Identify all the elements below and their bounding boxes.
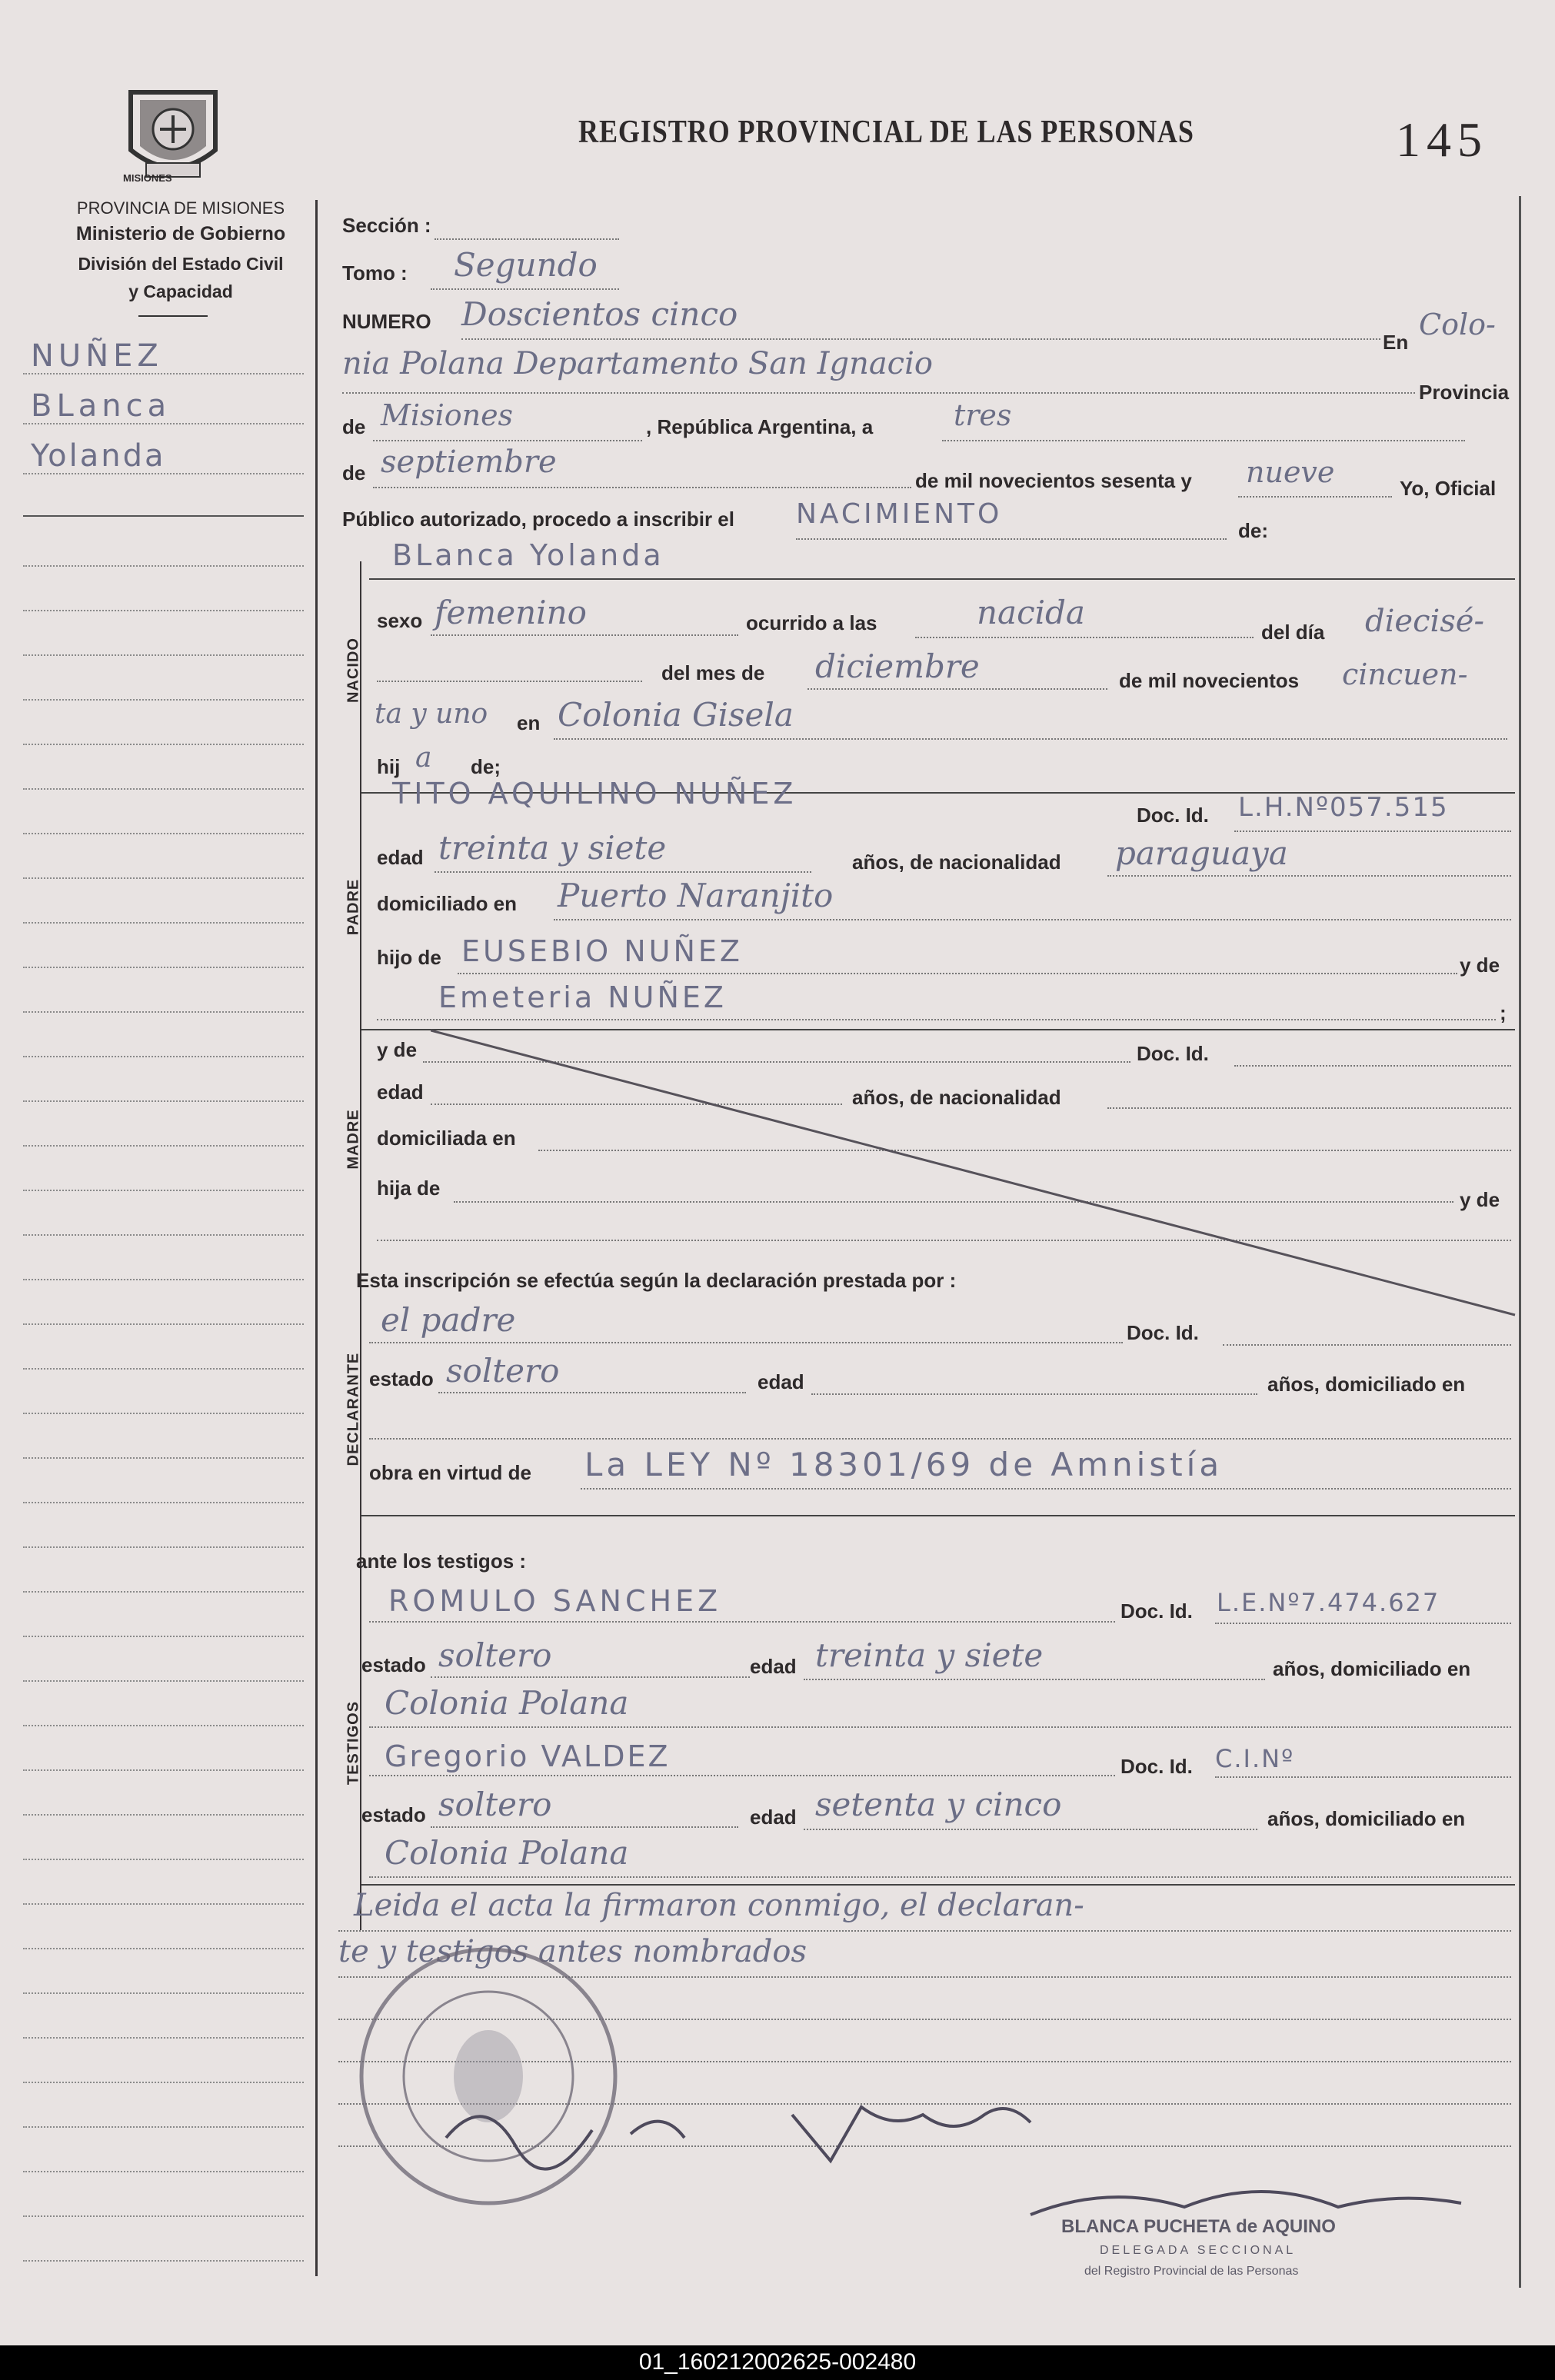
margin-rule [23,833,304,834]
margin-name1: BLanca [31,388,171,424]
testigo1-estado-line [431,1676,750,1678]
padre-nac-line [1107,875,1511,877]
testigo1-value: ROMULO SANCHEZ [388,1584,722,1618]
label-anios-domic: años, domiciliado en [1273,1657,1471,1680]
label-en: En [1383,331,1409,354]
margin-rule [23,1546,304,1548]
section-padre: PADRE [345,878,362,936]
provincia-line [373,440,642,441]
testigo1-line [369,1621,1115,1623]
testigo2-edad-value: setenta y cinco [815,1786,1062,1823]
label-doc-id: Doc. Id. [1137,1042,1209,1065]
testigo1-domicilio-line [369,1726,1511,1728]
lugar-nac-value: Colonia Gisela [558,696,794,734]
label-edad: edad [758,1370,804,1393]
margin-rule [23,423,304,424]
label-provincia: Provincia [1419,381,1510,404]
colonia-value-a: Colo- [1419,308,1496,341]
label-seccion: Sección : [342,214,431,237]
label-ante-testigos: ante los testigos : [356,1549,527,1573]
acto-line [796,538,1227,540]
testigo2-value: Gregorio VALDEZ [385,1739,671,1773]
margin-rule [23,1100,304,1102]
ley-line [581,1488,1511,1490]
margin-rule [23,1992,304,1994]
padre-nac-value: paraguaya [1115,834,1288,872]
label-numero: NUMERO [342,310,431,333]
label-mil-novecientos: de mil novecientos [1119,669,1300,692]
colonia-line [342,392,1415,394]
dia-value: tres [954,398,1012,432]
label-obra: obra en virtud de [369,1461,531,1484]
testigo2-domicilio-line [369,1876,1511,1878]
testigo1-edad-value: treinta y siete [815,1636,1044,1674]
colonia-value-b: nia Polana Departamento San Ignacio [342,346,933,381]
label-publico: Público autorizado, procedo a inscribir el [342,508,734,531]
padre-domicilio-value: Puerto Naranjito [558,877,834,914]
margin-rule [23,922,304,924]
hora-value: nacida [977,594,1085,631]
label-doc-id: Doc. Id. [1127,1321,1199,1344]
margin-rule [23,2037,304,2039]
testigo2-doc-line [1215,1776,1511,1778]
margin-rule [23,2171,304,2172]
stamp-org: del Registro Provincial de las Personas [1084,2265,1299,2278]
testigo1-edad-line [804,1679,1265,1680]
label-ocurrido: ocurrido a las [746,611,877,634]
margin-rule [23,1413,304,1414]
margin-rule [23,610,304,611]
filename-bar [0,2345,1555,2380]
label-anios-nac: años, de nacionalidad [852,850,1061,874]
margin-rule [23,2126,304,2128]
divider [138,315,208,317]
dia-nac-value-b [377,646,401,680]
margin-rule [23,373,304,374]
nombre-line [369,578,1515,580]
closing-line2: te y testigos antes nombrados [338,1934,807,1969]
margin-rule [23,1234,304,1236]
label-del-dia: del día [1261,621,1325,644]
label-mil-sesenta: de mil novecientos sesenta y [915,469,1192,492]
margin-rule [23,1680,304,1682]
declarante-divider [361,1515,1515,1516]
declarante-edad-line [811,1393,1257,1395]
label-doc-id: Doc. Id. [1120,1599,1193,1623]
testigo1-domicilio-value: Colonia Polana [385,1684,629,1722]
margin-rule [23,1011,304,1013]
hij-suffix-value: a [415,742,432,774]
margin-rule [23,473,304,474]
section-declarante: DECLARANTE [345,1352,362,1466]
section-madre: MADRE [345,1109,362,1170]
margin-rule [23,1190,304,1191]
testigo2-doc-value: C.I.Nº [1215,1744,1295,1773]
label-tomo: Tomo : [342,261,408,285]
testigo1-estado-value: soltero [438,1636,552,1674]
padre-domicilio-line [554,919,1511,920]
testigo2-line [369,1775,1115,1776]
mes-line [373,487,911,488]
padre-madre-line [377,1019,1496,1020]
sexo-value: femenino [435,594,587,631]
label-en-lower: en [517,711,541,734]
label-de-semi: de; [471,755,501,778]
testigos-divider [361,1884,1515,1886]
provincia-value: Misiones [381,398,514,432]
declarante-domicilio-line [369,1438,1511,1440]
margin-rule [23,1859,304,1860]
declarante-estado-line [438,1392,746,1393]
margin-rule [23,2082,304,2083]
dia-nac-line [377,681,642,682]
label-anios-domic: años, domiciliado en [1267,1373,1466,1396]
ministry-name: Ministerio de Gobierno [75,223,286,245]
signatures [415,2061,1477,2230]
label-estado: estado [361,1803,426,1826]
testigo2-estado-value: soltero [438,1786,552,1823]
margin-rule [23,1145,304,1147]
section-testigos: TESTIGOS [345,1700,362,1786]
testigo2-edad-line [804,1829,1257,1830]
padre-nombre-value: TITO AQUILINO NUÑEZ [392,777,797,811]
label-estado: estado [361,1653,426,1676]
margin-rule [23,1903,304,1905]
margin-rule [23,1948,304,1949]
dia-nac-value-a: diecisé- [1365,604,1484,639]
label-y-de: y de [1460,1188,1500,1211]
label-sexo: sexo [377,609,423,632]
margin-rule [23,1636,304,1637]
margin-rule [23,515,304,517]
filename-label: 01_160212002625-002480 [638,2349,917,2375]
testigo1-doc-value: L.E.Nº7.474.627 [1217,1588,1440,1617]
label-y-de: y de [377,1038,418,1061]
label-del-mes: del mes de [661,661,765,684]
closing-rule [338,1930,1511,1932]
margin-rule [23,654,304,656]
ley-value: La LEY Nº 18301/69 de Amnistía [584,1446,1224,1483]
declarante-value: el padre [381,1301,516,1339]
testigo1-doc-line [1215,1623,1511,1624]
tomo-value: Segundo [454,246,598,284]
label-anios-domic: años, domiciliado en [1267,1807,1466,1830]
dia-line [942,440,1465,441]
testigo2-estado-line [431,1826,738,1828]
margin-rule [23,1591,304,1593]
margin-rule [23,1457,304,1459]
declarante-line [369,1342,1123,1343]
label-domiciliada: domiciliada en [377,1127,516,1150]
padre-madre-value: Emeteria NUÑEZ [438,980,727,1014]
division-line2: y Capacidad [128,281,233,301]
section-nacido: NACIDO [345,637,362,703]
margin-rule [23,788,304,790]
province-name: PROVINCIA DE MISIONES [76,198,285,218]
left-column-rule [315,200,318,2276]
nombre-value: BLanca Yolanda [392,538,664,572]
hora-line [915,637,1254,638]
margin-rule [23,1502,304,1503]
mes-nac-line [807,688,1107,690]
acto-value: NACIMIENTO [796,498,1003,530]
margin-rule [23,2260,304,2262]
margin-rule [23,2215,304,2217]
margin-rule [23,1814,304,1816]
label-de: de [342,461,366,484]
division-line1: División del Estado Civil [78,254,284,274]
lugar-nac-line [554,738,1507,740]
label-domiciliado: domiciliado en [377,892,518,915]
mes-nac-value: diciembre [815,647,980,685]
label-edad: edad [750,1806,797,1829]
closing-line1: Leida el acta la firmaron conmigo, el declaran- [354,1888,1084,1923]
margin-rule [23,1769,304,1771]
margin-rule [23,699,304,701]
declarante-estado-value: soltero [446,1352,560,1390]
declarante-doc-line [1223,1344,1511,1346]
padre-edad-value: treinta y siete [438,829,667,867]
numero-value: Doscientos cinco [461,295,738,333]
seal-text: MISIONES [123,172,172,184]
seccion-line [435,238,619,240]
stamp-role: DELEGADA SECCIONAL [1100,2244,1297,2257]
sexo-line [431,634,738,636]
margin-name2: Yolanda [31,438,166,474]
label-semicolon: ; [1500,1001,1507,1024]
label-de: de [342,415,366,438]
margin-rule [23,1279,304,1280]
label-de-colon: de: [1238,519,1268,542]
label-hij: hij [377,755,401,778]
label-edad: edad [377,1080,424,1103]
margin-rule [23,1368,304,1370]
label-declaracion: Esta inscripción se efectúa según la declaración prestada por : [356,1269,957,1292]
testigo2-domicilio-value: Colonia Polana [385,1834,629,1872]
anio-nac-value-b: ta y uno [375,698,488,730]
label-republica: , República Argentina, a [646,415,874,438]
label-edad: edad [377,846,424,869]
label-yo-oficial: Yo, Oficial [1400,477,1497,500]
margin-rule [23,877,304,879]
padre-edad-line [435,871,811,873]
anio-line [1238,496,1392,498]
margin-rule [23,1323,304,1325]
margin-rule [23,1725,304,1726]
page-number: 145 [1396,112,1488,167]
margin-rule [23,1056,304,1057]
anio-nac-value-a: cincuen- [1342,657,1468,691]
label-doc-id: Doc. Id. [1137,804,1209,827]
padre-doc-line [1234,831,1511,832]
label-hija-de: hija de [377,1177,441,1200]
label-anios-nac: años, de nacionalidad [852,1086,1061,1109]
stamp-name: BLANCA PUCHETA de AQUINO [1061,2216,1336,2237]
margin-surname: NUÑEZ [31,338,163,374]
label-hijo-de: hijo de [377,946,441,969]
padre-doc-value: L.H.Nº057.515 [1238,792,1449,823]
tomo-line [431,288,619,290]
page-title: REGISTRO PROVINCIAL DE LAS PERSONAS [578,115,1194,150]
mes-value: septiembre [381,444,557,480]
padre-padre-line [458,973,1457,974]
label-doc-id: Doc. Id. [1120,1755,1193,1778]
margin-rule [23,967,304,968]
padre-padre-value: EUSEBIO NUÑEZ [461,934,743,968]
label-y-de: y de [1460,954,1500,977]
label-estado: estado [369,1367,434,1390]
anio-value: nueve [1246,455,1335,489]
label-edad: edad [750,1655,797,1678]
margin-rule [23,744,304,745]
margin-rule [23,565,304,567]
numero-line [461,338,1380,340]
